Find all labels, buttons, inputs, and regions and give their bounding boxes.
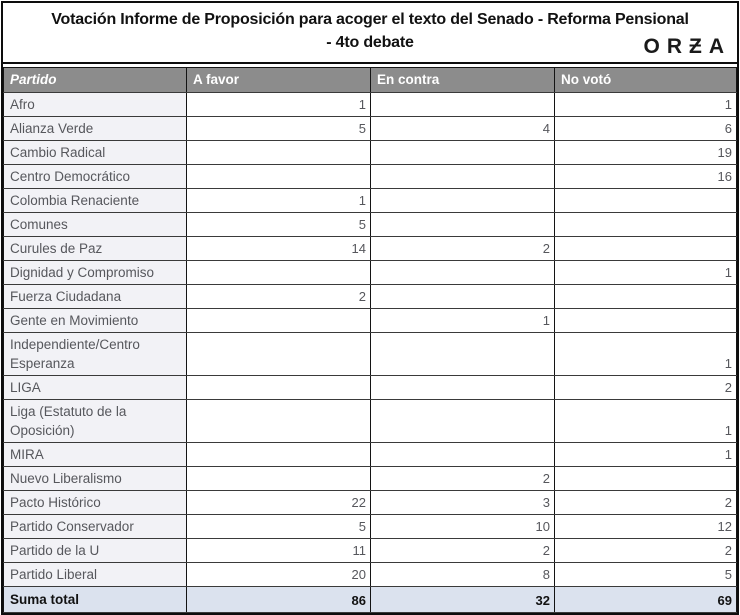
en-contra-cell: 2 (371, 467, 555, 491)
table-row (4, 141, 737, 165)
party-name-cell: Independiente/Centro Esperanza (4, 333, 187, 376)
a-favor-cell (187, 443, 371, 467)
title-block (3, 3, 737, 64)
total-label-cell: Suma total (4, 587, 187, 613)
a-favor-cell: 2 (187, 285, 371, 309)
table-row (4, 491, 737, 515)
total-a-favor-cell: 86 (187, 587, 371, 613)
table-row (4, 376, 737, 400)
en-contra-cell: 3 (371, 491, 555, 515)
no-voto-cell (555, 213, 737, 237)
en-contra-cell (371, 443, 555, 467)
no-voto-cell: 2 (555, 539, 737, 563)
card-frame (1, 1, 739, 615)
a-favor-cell: 1 (187, 93, 371, 117)
no-voto-cell: 19 (555, 141, 737, 165)
a-favor-cell (187, 333, 371, 376)
a-favor-cell (187, 376, 371, 400)
party-name-cell: MIRA (4, 443, 187, 467)
party-name-cell: Nuevo Liberalismo (4, 467, 187, 491)
en-contra-cell (371, 285, 555, 309)
party-name-cell: Partido Conservador (4, 515, 187, 539)
a-favor-cell: 5 (187, 117, 371, 141)
en-contra-cell: 2 (371, 237, 555, 261)
en-contra-cell (371, 189, 555, 213)
en-contra-cell: 1 (371, 309, 555, 333)
table-row (4, 261, 737, 285)
no-voto-cell: 1 (555, 400, 737, 443)
no-voto-cell (555, 189, 737, 213)
column-header-en-contra: En contra (371, 68, 555, 93)
chart-title-line1: Votación Informe de Proposición para acoger el texto del Senado - Reforma Pensional (51, 11, 689, 28)
a-favor-cell (187, 165, 371, 189)
party-name-cell: Curules de Paz (4, 237, 187, 261)
en-contra-cell: 2 (371, 539, 555, 563)
party-name-cell: Colombia Renaciente (4, 189, 187, 213)
party-name-cell: Cambio Radical (4, 141, 187, 165)
column-header-a-favor: A favor (187, 68, 371, 93)
no-voto-cell (555, 467, 737, 491)
en-contra-cell: 10 (371, 515, 555, 539)
votes-table (3, 67, 737, 613)
orza-logo: ORƵA (643, 35, 731, 58)
a-favor-cell (187, 309, 371, 333)
en-contra-cell (371, 376, 555, 400)
table-row (4, 93, 737, 117)
table-body (4, 93, 737, 587)
a-favor-cell (187, 141, 371, 165)
table-row (4, 443, 737, 467)
party-name-cell: Pacto Histórico (4, 491, 187, 515)
no-voto-cell: 2 (555, 376, 737, 400)
party-name-cell: Centro Democrático (4, 165, 187, 189)
a-favor-cell: 11 (187, 539, 371, 563)
table-row (4, 400, 737, 443)
table-footer (4, 587, 737, 613)
a-favor-cell: 14 (187, 237, 371, 261)
chart-title-line2: - 4to debate (326, 34, 414, 51)
en-contra-cell (371, 213, 555, 237)
total-en-contra-cell: 32 (371, 587, 555, 613)
no-voto-cell: 12 (555, 515, 737, 539)
no-voto-cell (555, 285, 737, 309)
a-favor-cell: 20 (187, 563, 371, 587)
no-voto-cell: 1 (555, 93, 737, 117)
header-row (4, 68, 737, 93)
no-voto-cell: 5 (555, 563, 737, 587)
no-voto-cell: 6 (555, 117, 737, 141)
party-name-cell: Liga (Estatuto de la Oposición) (4, 400, 187, 443)
party-name-cell: Partido de la U (4, 539, 187, 563)
total-no-voto-cell: 69 (555, 587, 737, 613)
table-row (4, 515, 737, 539)
table-row (4, 539, 737, 563)
a-favor-cell (187, 400, 371, 443)
en-contra-cell (371, 165, 555, 189)
a-favor-cell: 1 (187, 189, 371, 213)
a-favor-cell (187, 261, 371, 285)
table-row (4, 189, 737, 213)
party-name-cell: Dignidad y Compromiso (4, 261, 187, 285)
party-name-cell: Fuerza Ciudadana (4, 285, 187, 309)
table-row (4, 237, 737, 261)
party-name-cell: LIGA (4, 376, 187, 400)
column-header-partido: Partido (4, 68, 187, 93)
total-row (4, 587, 737, 613)
en-contra-cell (371, 141, 555, 165)
column-header-no-voto: No votó (555, 68, 737, 93)
a-favor-cell: 5 (187, 213, 371, 237)
en-contra-cell (371, 333, 555, 376)
en-contra-cell (371, 261, 555, 285)
party-name-cell: Gente en Movimiento (4, 309, 187, 333)
no-voto-cell: 1 (555, 443, 737, 467)
en-contra-cell: 8 (371, 563, 555, 587)
party-name-cell: Partido Liberal (4, 563, 187, 587)
no-voto-cell: 16 (555, 165, 737, 189)
no-voto-cell: 1 (555, 333, 737, 376)
no-voto-cell (555, 309, 737, 333)
a-favor-cell (187, 467, 371, 491)
table-row (4, 165, 737, 189)
a-favor-cell: 5 (187, 515, 371, 539)
en-contra-cell (371, 93, 555, 117)
party-name-cell: Alianza Verde (4, 117, 187, 141)
table-row (4, 117, 737, 141)
en-contra-cell (371, 400, 555, 443)
no-voto-cell: 1 (555, 261, 737, 285)
party-name-cell: Afro (4, 93, 187, 117)
table-row (4, 309, 737, 333)
no-voto-cell (555, 237, 737, 261)
no-voto-cell: 2 (555, 491, 737, 515)
table-row (4, 285, 737, 309)
party-name-cell: Comunes (4, 213, 187, 237)
table-row (4, 333, 737, 376)
table-row (4, 563, 737, 587)
table-header (4, 68, 737, 93)
table-row (4, 467, 737, 491)
table-row (4, 213, 737, 237)
en-contra-cell: 4 (371, 117, 555, 141)
a-favor-cell: 22 (187, 491, 371, 515)
